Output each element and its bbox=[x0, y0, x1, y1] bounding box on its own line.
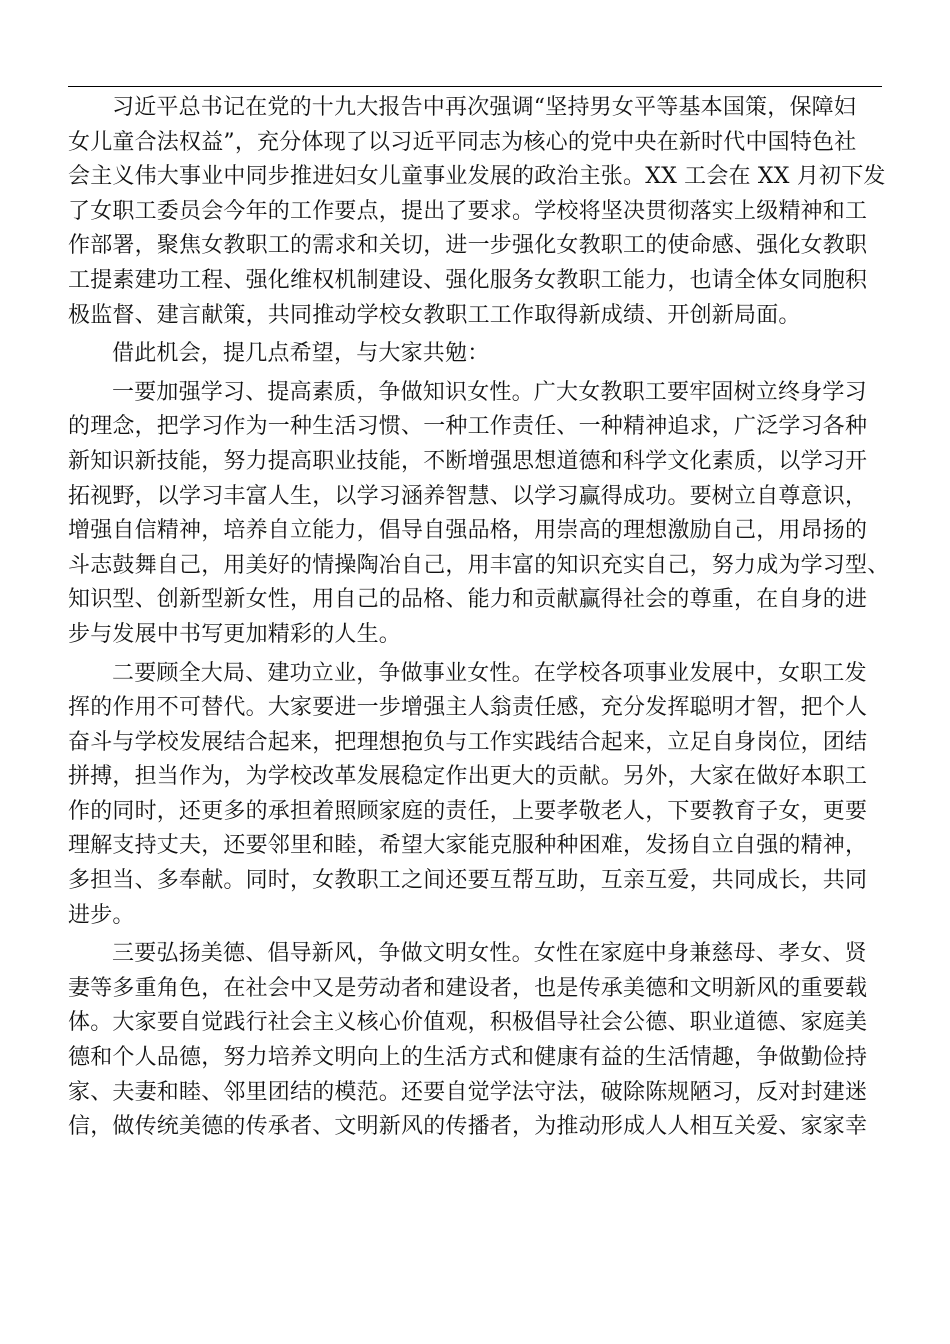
paragraph-line: 德和个人品德，努力培养文明向上的生活方式和健康有益的生活情趣，争做勤俭持 bbox=[68, 1045, 868, 1071]
paragraph bbox=[68, 337, 898, 372]
paragraph bbox=[68, 937, 898, 1145]
paragraph-line: 体。大家要自觉践行社会主义核心价值观，积极倡导社会公德、职业道德、家庭美 bbox=[68, 1010, 868, 1036]
paragraph-line: 作部署，聚焦女教职工的需求和关切，进一步强化女教职工的使命感、强化女教职 bbox=[68, 233, 868, 259]
paragraph-line: 拼搏，担当作为，为学校改革发展稳定作出更大的贡献。另外，大家在做好本职工 bbox=[68, 764, 868, 790]
paragraph-line: 的理念，把学习作为一种生活习惯、一种工作责任、一种精神追求，广泛学习各种 bbox=[68, 414, 868, 440]
paragraph bbox=[68, 91, 898, 333]
paragraph-first-line: 一要加强学习、提高素质，争做知识女性。广大女教职工要牢固树立终身学习 bbox=[112, 379, 867, 405]
paragraph-first-line: 三要弘扬美德、倡导新风，争做文明女性。女性在家庭中身兼慈母、孝女、贤 bbox=[112, 941, 867, 967]
paragraph-line: 理解支持丈夫，还要邻里和睦，希望大家能克服种种困难，发扬自立自强的精神， bbox=[68, 833, 868, 859]
paragraph-line: 会主义伟大事业中同步推进妇女儿童事业发展的政治主张。XX 工会在 XX 月初下发 bbox=[68, 164, 886, 190]
paragraph-line: 进步。 bbox=[68, 902, 135, 928]
paragraph-line: 知识型、创新型新女性，用自己的品格、能力和贡献赢得社会的尊重，在自身的进 bbox=[68, 587, 868, 613]
paragraph-first-line: 习近平总书记在党的十九大报告中再次强调“坚持男女平等基本国策，保障妇 bbox=[112, 95, 857, 120]
paragraph-line: 极监督、建言献策，共同推动学校女教职工工作取得新成绩、开创新局面。 bbox=[68, 302, 801, 328]
paragraph bbox=[68, 657, 898, 934]
header-rule bbox=[68, 86, 882, 87]
paragraph-line: 女儿童合法权益”，充分体现了以习近平同志为核心的党中央在新时代中国特色社 bbox=[68, 129, 857, 155]
paragraph-first-line: 二要顾全大局、建功立业，争做事业女性。在学校各项事业发展中，女职工发 bbox=[112, 660, 867, 686]
paragraph-first-line: 借此机会，提几点希望，与大家共勉： bbox=[112, 341, 490, 367]
paragraph-line: 斗志鼓舞自己，用美好的情操陶冶自己，用丰富的知识充实自己，努力成为学习型、 bbox=[68, 552, 890, 578]
paragraph-line: 挥的作用不可替代。大家要进一步增强主人翁责任感，充分发挥聪明才智，把个人 bbox=[68, 695, 868, 721]
paragraph-line: 增强自信精神，培养自立能力，倡导自强品格，用崇高的理想激励自己，用昂扬的 bbox=[68, 518, 868, 544]
document-body bbox=[68, 91, 898, 1145]
paragraph-line: 作的同时，还更多的承担着照顾家庭的责任，上要孝敬老人，下要教育子女，更要 bbox=[68, 798, 868, 824]
paragraph-line: 家、夫妻和睦、邻里团结的模范。还要自觉学法守法，破除陈规陋习，反对封建迷 bbox=[68, 1079, 868, 1105]
paragraph-line: 了女职工委员会今年的工作要点，提出了要求。学校将坚决贯彻落实上级精神和工 bbox=[68, 198, 868, 224]
paragraph-line: 工提素建功工程、强化维权机制建设、强化服务女教职工能力，也请全体女同胞积 bbox=[68, 267, 868, 293]
paragraph-line: 信，做传统美德的传承者、文明新风的传播者，为推动形成人人相互关爱、家家幸 bbox=[68, 1114, 868, 1140]
paragraph-line: 多担当、多奉献。同时，女教职工之间还要互帮互助，互亲互爱，共同成长，共同 bbox=[68, 868, 868, 894]
paragraph-line: 新知识新技能，努力提高职业技能，不断增强思想道德和科学文化素质，以学习开 bbox=[68, 448, 868, 474]
paragraph-line: 拓视野，以学习丰富人生，以学习涵养智慧、以学习赢得成功。要树立自尊意识， bbox=[68, 483, 868, 509]
paragraph-line: 妻等多重角色，在社会中又是劳动者和建设者，也是传承美德和文明新风的重要载 bbox=[68, 975, 868, 1001]
paragraph-line: 奋斗与学校发展结合起来，把理想抱负与工作实践结合起来，立足自身岗位，团结 bbox=[68, 729, 868, 755]
paragraph-line: 步与发展中书写更加精彩的人生。 bbox=[68, 621, 402, 647]
paragraph bbox=[68, 376, 898, 653]
